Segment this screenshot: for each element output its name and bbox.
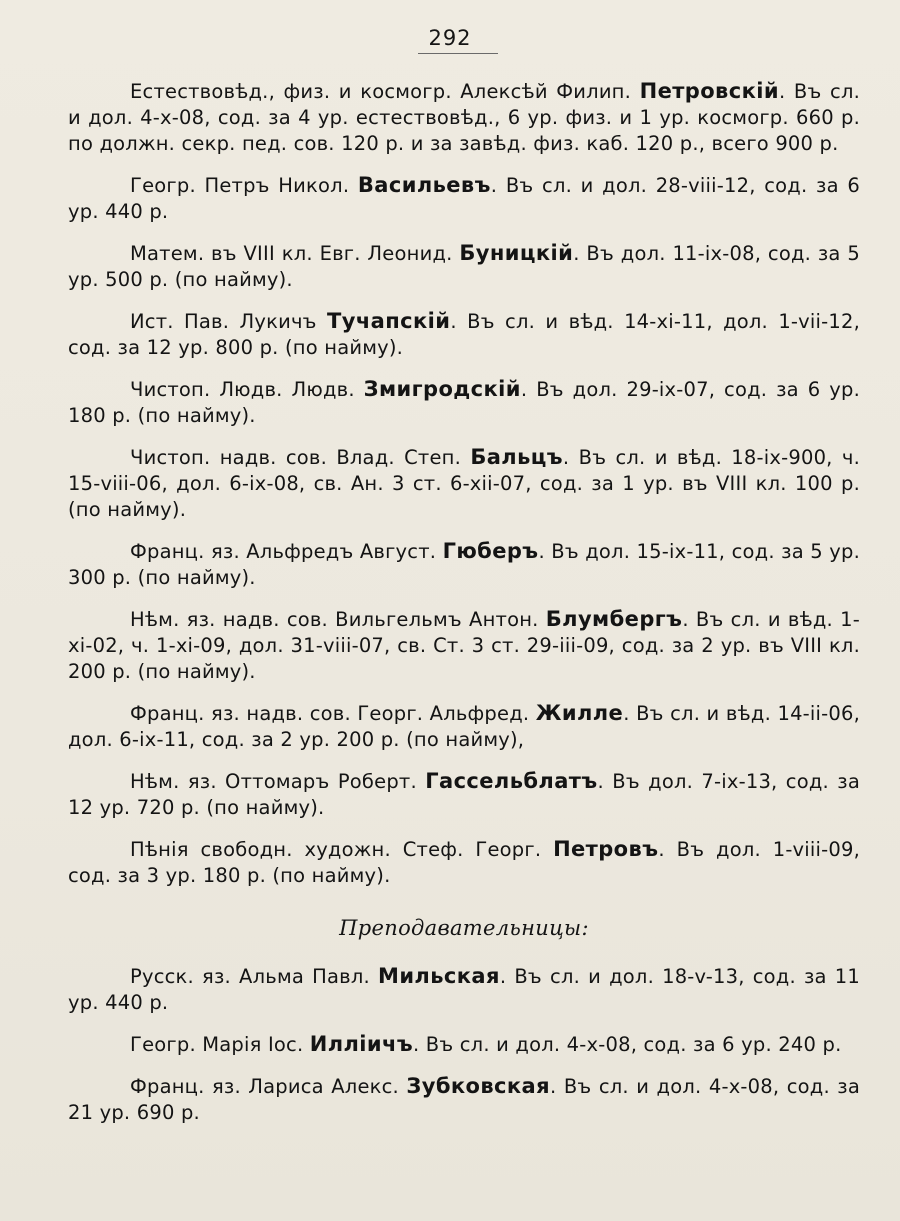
entry-prefix: Пѣнія свободн. художн. Стеф. Георг.	[130, 838, 542, 861]
entry-prefix: Франц. яз. Лариса Алекс.	[130, 1075, 399, 1098]
entry-surname: Жилле	[535, 701, 624, 725]
entry-petrovsky	[68, 78, 860, 157]
entry-prefix: Ист. Пав. Лукичъ	[130, 310, 317, 333]
entry-surname: Буницкій	[459, 241, 574, 265]
entry-prefix: Франц. яз. надв. сов. Георг. Альфред.	[130, 702, 530, 725]
entry-details: . Въ дол. 7-ix-13, сод. за 12 ур. 720 р. (по найму).	[68, 770, 860, 819]
entry-prefix: Чистоп. надв. сов. Влад. Степ.	[130, 446, 462, 469]
entry-surname: Тучапскій	[327, 309, 451, 333]
entry-surname: Васильевъ	[357, 173, 491, 197]
entry-details: . Въ дол. 1-viii-09, сод. за 3 ур. 180 р. (по найму).	[68, 838, 860, 887]
entry-gasselblat	[68, 768, 860, 821]
entry-balts	[68, 444, 860, 523]
entry-surname: Гюберъ	[442, 539, 539, 563]
entry-zhille	[68, 700, 860, 753]
entry-zmigrodsky	[68, 376, 860, 429]
entry-surname: Илліичъ	[309, 1032, 413, 1056]
entry-surname: Бальцъ	[470, 445, 563, 469]
entry-prefix: Чистоп. Людв. Людв.	[130, 378, 355, 401]
entry-vasiliev	[68, 172, 860, 225]
entry-prefix: Франц. яз. Альфредъ Август.	[130, 540, 437, 563]
entry-prefix: Естествовѣд., физ. и космогр. Алексѣй Филип.	[130, 80, 632, 103]
entry-milskaya	[68, 963, 860, 1016]
entry-petrov	[68, 836, 860, 889]
entry-prefix: Нѣм. яз. надв. сов. Вильгельмъ Антон.	[130, 608, 539, 631]
entry-prefix: Геогр. Марія Іос.	[130, 1033, 304, 1056]
entry-guber	[68, 538, 860, 591]
entry-details: . Въ дол. 11-ix-08, сод. за 5 ур. 500 р. (по найму).	[68, 242, 860, 291]
entry-details: . Въ сл. и вѣд. 14-ii-06, дол. 6-ix-11, сод. за 2 ур. 200 р. (по найму),	[68, 702, 860, 751]
entry-illiich	[68, 1031, 860, 1058]
entry-tuchapsky	[68, 308, 860, 361]
entry-surname: Мильская	[378, 964, 500, 988]
entry-prefix: Матем. въ VIII кл. Евг. Леонид.	[130, 242, 453, 265]
entry-surname: Петровъ	[553, 837, 659, 861]
entry-surname: Зубковская	[406, 1074, 551, 1098]
entry-zubkovskaya	[68, 1073, 860, 1126]
entry-details: . Въ сл. и дол. 4-х-08, сод. за 4 ур. естествовѣд., 6 ур. физ. и 1 ур. космогр. 660 р. по должн. секр. пед. сов. 120 р. и за завѣд. физ. каб. 120 р., всего 900 р.	[68, 80, 861, 155]
entry-blumberg	[68, 606, 860, 685]
entry-details: . Въ дол. 29-ix-07, сод. за 6 ур. 180 р. (по найму).	[68, 378, 860, 427]
entry-details: . Въ сл. и вѣд. 14-xi-11, дол. 1-vii-12, сод. за 12 ур. 800 р. (по найму).	[68, 310, 860, 359]
entry-surname: Петровскій	[639, 79, 779, 103]
entry-surname: Блумбергъ	[545, 607, 683, 631]
entry-prefix: Геогр. Петръ Никол.	[130, 174, 350, 197]
entry-details: . Въ сл. и дол. 28-viii-12, сод. за 6 ур. 440 р.	[68, 174, 860, 223]
entry-details: . Въ сл. и вѣд. 18-ix-900, ч. 15-viii-06, дол. 6-ix-08, св. Ан. 3 ст. 6-xii-07, сод. за 1 ур. въ VIII кл. 100 р. (по найму).	[68, 446, 860, 521]
entry-surname: Змигродскій	[363, 377, 521, 401]
entry-details: . Въ сл. и дол. 4-х-08, сод. за 6 ур. 240 р.	[413, 1033, 842, 1056]
entry-prefix: Русск. яз. Альма Павл.	[130, 965, 370, 988]
entry-prefix: Нѣм. яз. Оттомаръ Роберт.	[130, 770, 417, 793]
page-number: 292	[428, 26, 472, 50]
entry-details: . Въ дол. 15-ix-11, сод. за 5 ур. 300 р. (по найму).	[68, 540, 860, 589]
entry-bunitsky	[68, 240, 860, 293]
entry-details: . Въ сл. и вѣд. 1-xi-02, ч. 1-xi-09, дол. 31-viii-07, св. Ст. 3 ст. 29-iii-09, сод. за 2 ур. въ VIII кл. 200 р. (по найму).	[68, 608, 860, 683]
entry-details: . Въ сл. и дол. 18-v-13, сод. за 11 ур. 440 р.	[68, 965, 861, 1014]
staff-list	[68, 78, 860, 1141]
section-heading-female-teachers: Преподавательницы:	[339, 916, 589, 940]
entry-surname: Гассельблатъ	[425, 769, 598, 793]
page-number-underline	[418, 53, 498, 54]
entry-details: . Въ сл. и дол. 4-х-08, сод. за 21 ур. 690 р.	[68, 1075, 860, 1124]
